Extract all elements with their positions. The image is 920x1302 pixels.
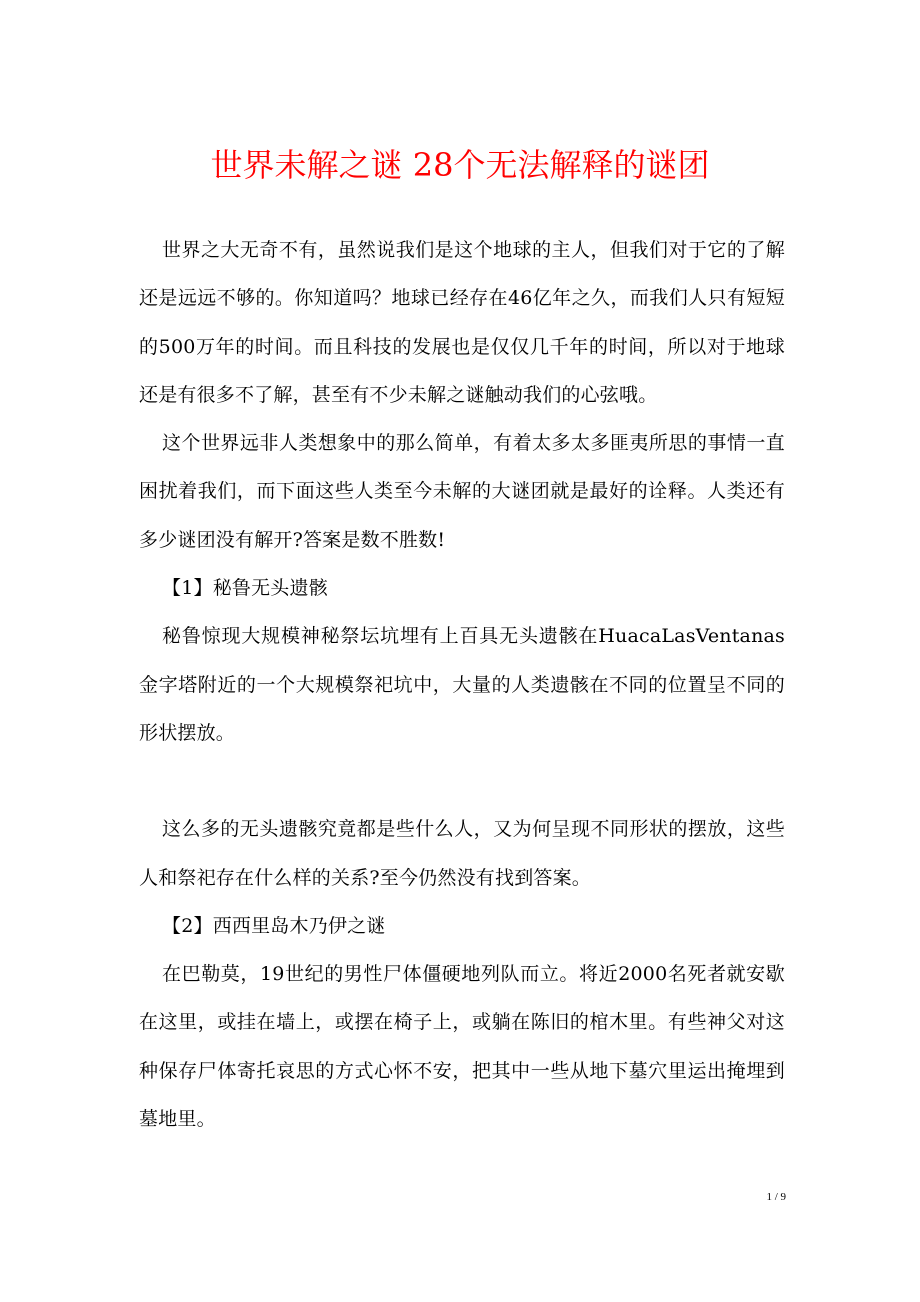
section-1-heading: 【1】秘鲁无头遗骸	[162, 577, 328, 600]
intro-paragraph-1: 世界之大无奇不有，虽然说我们是这个地球的主人，但我们对于它的了解还是远远不够的。你知道吗？地球已经存在46亿年之久，而我们人只有短短的500万年的时间。而且科技的发展也是仅仅几千年的时间，所以对于地球还是有很多不了解，甚至有不少未解之谜触动我们的心弦哦。	[139, 239, 785, 406]
blank-line	[139, 757, 785, 805]
document-title: 世界未解之谜 28个无法解释的谜团	[210, 146, 710, 184]
page-number: 1 / 9	[766, 1191, 786, 1203]
section-1-paragraph-1: 秘鲁惊现大规模神秘祭坛坑埋有上百具无头遗骸在HuacaLasVentanas金字塔附近的一个大规模祭祀坑中，大量的人类遗骸在不同的位置呈不同的形状摆放。	[139, 625, 785, 744]
document-body	[139, 226, 785, 1143]
intro-paragraph-2: 这个世界远非人类想象中的那么简单，有着太多太多匪夷所思的事情一直困扰着我们，而下面这些人类至今未解的大谜团就是最好的诠释。人类还有多少谜团没有解开?答案是数不胜数!	[139, 432, 785, 551]
section-1-paragraph-2: 这么多的无头遗骸究竟都是些什么人，又为何呈现不同形状的摆放，这些人和祭祀存在什么样的关系?至今仍然没有找到答案。	[139, 818, 785, 889]
section-2-paragraph-1: 在巴勒莫，19世纪的男性尸体僵硬地列队而立。将近2000名死者就安歇在这里，或挂在墙上，或摆在椅子上，或躺在陈旧的棺木里。有些神父对这种保存尸体寄托哀思的方式心怀不安，把其中一些从地下墓穴里运出掩埋到墓地里。	[139, 963, 785, 1131]
section-2-heading: 【2】西西里岛木乃伊之谜	[162, 914, 386, 937]
